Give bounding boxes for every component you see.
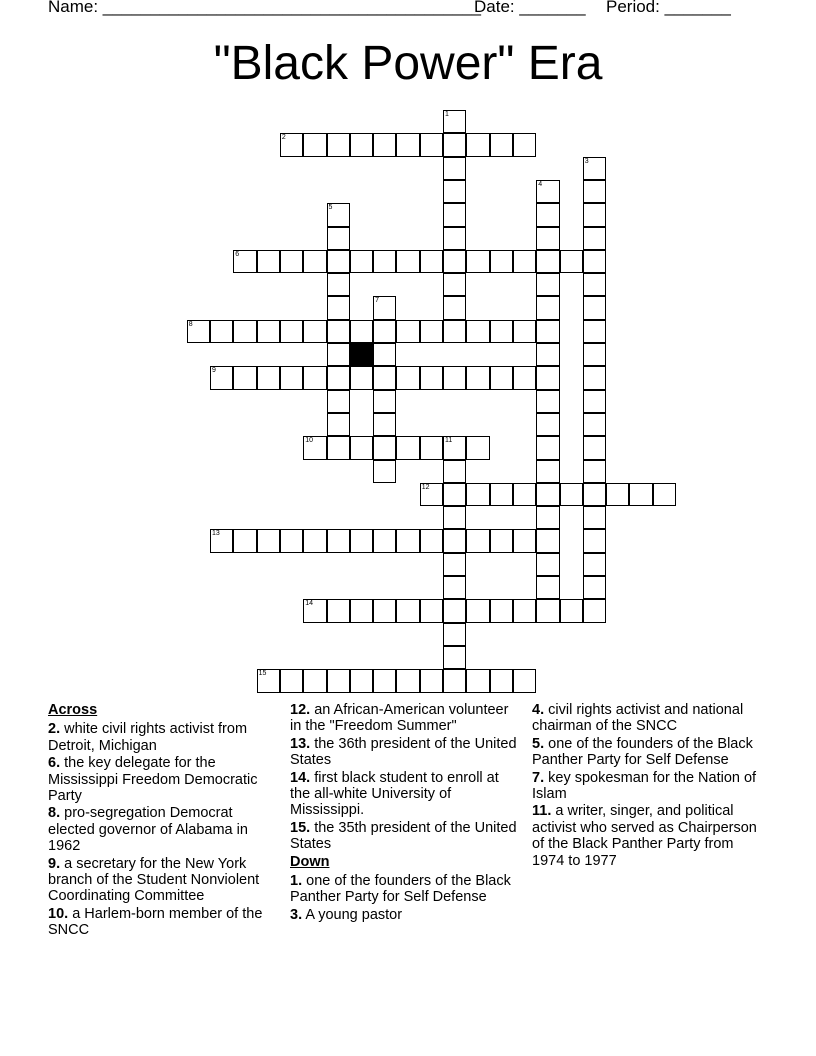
crossword-cell[interactable]	[466, 320, 489, 343]
crossword-cell[interactable]	[350, 436, 373, 459]
clue-across-6: 6. the key delegate for the Mississippi Freedom Democratic Party	[48, 755, 258, 805]
clue-number: 13	[212, 530, 220, 538]
crossword-cell[interactable]	[583, 273, 606, 296]
crossword-cell[interactable]	[583, 320, 606, 343]
clue-number: 15	[258, 670, 267, 678]
crossword-cell[interactable]	[350, 320, 373, 343]
crossword-cell[interactable]	[396, 250, 419, 273]
crossword-cell[interactable]	[350, 366, 373, 389]
crossword-cell[interactable]	[257, 366, 280, 389]
clue-number: 5	[328, 204, 333, 212]
crossword-cell[interactable]	[536, 273, 559, 296]
crossword-cell[interactable]	[303, 669, 326, 692]
crossword-cell[interactable]	[303, 436, 326, 459]
crossword-cell[interactable]	[187, 320, 210, 343]
crossword-cell[interactable]	[466, 250, 489, 273]
crossword-cell[interactable]	[536, 529, 559, 552]
clue-number: 7	[375, 297, 379, 305]
clue-across-15: 15. the 35th president of the United States	[290, 819, 517, 853]
crossword-cell[interactable]	[280, 133, 303, 156]
crossword-cell[interactable]	[536, 343, 559, 366]
crossword-cell[interactable]	[536, 413, 559, 436]
crossword-cell[interactable]	[373, 669, 396, 692]
across-heading: Across	[48, 702, 98, 718]
crossword-cell[interactable]	[513, 483, 536, 506]
crossword-cell[interactable]	[443, 366, 466, 389]
crossword-cell[interactable]	[373, 296, 396, 319]
name-field[interactable]: Name: ________________________________________	[48, 0, 481, 16]
clues-column-1	[48, 702, 280, 940]
down-heading: Down	[290, 853, 330, 870]
period-field[interactable]: Period: _______	[606, 0, 731, 16]
crossword-cell[interactable]	[583, 413, 606, 436]
crossword-cell[interactable]	[350, 529, 373, 552]
crossword-cell[interactable]	[443, 203, 466, 226]
clue-number: 12	[421, 483, 430, 491]
crossword-cell[interactable]	[350, 133, 373, 156]
crossword-cell[interactable]	[210, 366, 233, 389]
crossword-cell[interactable]	[466, 436, 489, 459]
crossword-cell[interactable]	[327, 320, 350, 343]
crossword-cell[interactable]	[443, 250, 466, 273]
clue-down-11: 11. a writer, singer, and political activist who served as Chairperson of the Black Panther Party from 1974 to 1977	[532, 803, 757, 869]
crossword-cell[interactable]	[583, 203, 606, 226]
crossword-cell[interactable]	[513, 529, 536, 552]
clue-across-12: 12. an African-American volunteer in the "Freedom Summer"	[290, 702, 509, 735]
crossword-cell[interactable]	[583, 180, 606, 203]
crossword-cell[interactable]	[583, 390, 606, 413]
crossword-cell[interactable]	[583, 529, 606, 552]
crossword-cell[interactable]	[490, 133, 513, 156]
crossword-cell[interactable]	[443, 599, 466, 622]
crossword-cell[interactable]	[396, 669, 419, 692]
clue-number: 10	[305, 437, 313, 445]
crossword-cell[interactable]	[373, 529, 396, 552]
crossword-cell[interactable]	[443, 483, 466, 506]
crossword-cell[interactable]	[443, 553, 466, 576]
crossword-cell[interactable]	[583, 599, 606, 622]
crossword-cell[interactable]	[280, 250, 303, 273]
clue-number: 1	[445, 111, 449, 118]
crossword-cell[interactable]	[583, 296, 606, 319]
crossword-cell[interactable]	[257, 320, 280, 343]
crossword-cell[interactable]	[257, 250, 280, 273]
crossword-cell[interactable]	[443, 576, 466, 599]
crossword-cell[interactable]	[443, 227, 466, 250]
crossword-cell[interactable]	[420, 436, 443, 459]
crossword-cell[interactable]	[443, 623, 466, 646]
crossword-cell[interactable]	[327, 599, 350, 622]
crossword-cell[interactable]	[420, 529, 443, 552]
crossword-cell[interactable]	[420, 366, 443, 389]
crossword-cell[interactable]	[466, 669, 489, 692]
crossword-cell[interactable]	[536, 227, 559, 250]
crossword-cell[interactable]	[583, 436, 606, 459]
crossword-cell[interactable]	[373, 599, 396, 622]
crossword-cell[interactable]	[303, 366, 326, 389]
crossword-cell[interactable]	[443, 669, 466, 692]
crossword-cell[interactable]	[257, 529, 280, 552]
crossword-cell[interactable]	[513, 320, 536, 343]
crossword-cell[interactable]	[583, 250, 606, 273]
crossword-cell[interactable]	[536, 599, 559, 622]
clue-down-3: 3. A young pastor	[290, 906, 403, 923]
crossword-cell[interactable]	[373, 390, 396, 413]
crossword-cell[interactable]	[583, 460, 606, 483]
crossword-cell[interactable]	[373, 320, 396, 343]
crossword-cell[interactable]	[560, 599, 583, 622]
crossword-cell[interactable]	[443, 320, 466, 343]
clue-number: 4	[538, 180, 543, 188]
crossword-cell[interactable]	[280, 320, 303, 343]
crossword-cell[interactable]	[396, 320, 419, 343]
crossword-cell[interactable]	[443, 506, 466, 529]
crossword-cell[interactable]	[560, 250, 583, 273]
crossword-cell[interactable]	[350, 669, 373, 692]
crossword-cell[interactable]	[443, 529, 466, 552]
crossword-cell[interactable]	[327, 227, 350, 250]
crossword-cell[interactable]	[490, 529, 513, 552]
crossword-cell[interactable]	[443, 157, 466, 180]
clue-number: 6	[235, 250, 240, 258]
crossword-cell[interactable]	[280, 669, 303, 692]
crossword-cell[interactable]	[443, 460, 466, 483]
crossword-cell[interactable]	[536, 390, 559, 413]
crossword-cell[interactable]	[583, 553, 606, 576]
clue-across-14: 14. first black student to enroll at the all-white University of Mississippi.	[290, 769, 499, 819]
clue-down-5: 5. one of the founders of the Black Panther Party for Self Defense	[532, 735, 753, 769]
crossword-cell[interactable]	[373, 413, 396, 436]
crossword-cell[interactable]	[443, 296, 466, 319]
crossword-cell[interactable]	[327, 343, 350, 366]
crossword-cell[interactable]	[536, 366, 559, 389]
crossword-cell[interactable]	[443, 133, 466, 156]
crossword-cell[interactable]	[327, 529, 350, 552]
crossword-cell[interactable]	[420, 133, 443, 156]
crossword-cell[interactable]	[303, 599, 326, 622]
crossword-cell[interactable]	[280, 529, 303, 552]
crossword-cell[interactable]	[513, 599, 536, 622]
clues-column-2	[290, 702, 522, 924]
crossword-cell[interactable]	[536, 180, 559, 203]
crossword-cell[interactable]	[327, 133, 350, 156]
crossword-cell[interactable]	[513, 250, 536, 273]
crossword-cell[interactable]	[490, 483, 513, 506]
crossword-cell[interactable]	[327, 273, 350, 296]
clue-across-8: 8. pro-segregation Democrat elected governor of Alabama in 1962	[48, 805, 248, 855]
crossword-cell[interactable]	[327, 413, 350, 436]
crossword-cell[interactable]	[536, 203, 559, 226]
clue-down-4: 4. civil rights activist and national chairman of the SNCC	[532, 702, 744, 735]
crossword-cell[interactable]	[513, 366, 536, 389]
crossword-cell[interactable]	[233, 320, 256, 343]
crossword-cell[interactable]	[443, 110, 466, 133]
clue-number: 11	[445, 437, 453, 445]
clue-down-1: 1. one of the founders of the Black Panther Party for Self Defense	[290, 873, 511, 906]
crossword-cell[interactable]	[350, 250, 373, 273]
crossword-cell[interactable]	[396, 599, 419, 622]
crossword-cell[interactable]	[327, 366, 350, 389]
date-field[interactable]: Date: _______	[474, 0, 586, 16]
crossword-cell[interactable]	[420, 483, 443, 506]
crossword-cell[interactable]	[327, 296, 350, 319]
crossword-cell[interactable]	[327, 250, 350, 273]
crossword-cell[interactable]	[466, 366, 489, 389]
clue-down-7: 7. key spokesman for the Nation of Islam	[532, 769, 757, 803]
crossword-cell[interactable]	[210, 529, 233, 552]
crossword-cell[interactable]	[327, 436, 350, 459]
crossword-cell[interactable]	[583, 483, 606, 506]
crossword-cell[interactable]	[466, 133, 489, 156]
crossword-cell[interactable]	[420, 669, 443, 692]
crossword-cell[interactable]	[420, 599, 443, 622]
crossword-cell[interactable]	[443, 436, 466, 459]
clue-number: 2	[281, 134, 286, 142]
crossword-cell[interactable]	[513, 133, 536, 156]
crossword-cell[interactable]	[443, 180, 466, 203]
crossword-cell[interactable]	[396, 436, 419, 459]
crossword-cell[interactable]	[536, 553, 559, 576]
crossword-cell[interactable]	[373, 436, 396, 459]
clues-column-3	[532, 702, 768, 870]
crossword-cell[interactable]	[327, 669, 350, 692]
crossword-cell[interactable]	[490, 250, 513, 273]
crossword-cell[interactable]	[606, 483, 629, 506]
crossword-cell[interactable]	[420, 250, 443, 273]
crossword-cell[interactable]	[513, 669, 536, 692]
crossword-cell[interactable]	[490, 320, 513, 343]
crossword-cell[interactable]	[583, 227, 606, 250]
crossword-black-cell	[350, 343, 373, 366]
crossword-cell[interactable]	[373, 343, 396, 366]
crossword-cell[interactable]	[583, 157, 606, 180]
crossword-cell[interactable]	[583, 576, 606, 599]
crossword-cell[interactable]	[629, 483, 652, 506]
crossword-cell[interactable]	[466, 599, 489, 622]
crossword-cell[interactable]	[373, 460, 396, 483]
crossword-cell[interactable]	[280, 366, 303, 389]
crossword-cell[interactable]	[350, 599, 373, 622]
crossword-cell[interactable]	[653, 483, 676, 506]
crossword-cell[interactable]	[583, 506, 606, 529]
crossword-cell[interactable]	[373, 133, 396, 156]
crossword-cell[interactable]	[303, 529, 326, 552]
crossword-cell[interactable]	[560, 483, 583, 506]
clue-across-2: 2. white civil rights activist from Detroit, Michigan	[48, 721, 248, 754]
crossword-cell[interactable]	[373, 250, 396, 273]
crossword-cell[interactable]	[443, 273, 466, 296]
clue-number: 3	[584, 157, 589, 165]
crossword-cell[interactable]	[396, 133, 419, 156]
crossword-cell[interactable]	[443, 646, 466, 669]
clue-number: 14	[305, 600, 313, 608]
crossword-cell[interactable]	[583, 343, 606, 366]
crossword-cell[interactable]	[396, 366, 419, 389]
crossword-cell[interactable]	[466, 483, 489, 506]
crossword-cell[interactable]	[210, 320, 233, 343]
crossword-cell[interactable]	[536, 250, 559, 273]
clue-across-13: 13. the 36th president of the United States	[290, 735, 517, 769]
crossword-cell[interactable]	[583, 366, 606, 389]
crossword-cell[interactable]	[536, 460, 559, 483]
crossword-cell[interactable]	[303, 133, 326, 156]
crossword-cell[interactable]	[327, 203, 350, 226]
clue-number: 8	[188, 320, 193, 328]
crossword-cell[interactable]	[303, 250, 326, 273]
clue-number: 9	[212, 367, 216, 375]
crossword-cell[interactable]	[233, 250, 256, 273]
crossword-cell[interactable]	[420, 320, 443, 343]
clue-across-9: 9. a secretary for the New York branch of the Student Nonviolent Coordinating Committee	[48, 855, 260, 905]
crossword-cell[interactable]	[327, 390, 350, 413]
crossword-cell[interactable]	[303, 320, 326, 343]
crossword-cell[interactable]	[466, 529, 489, 552]
crossword-cell[interactable]	[536, 506, 559, 529]
crossword-cell[interactable]	[373, 366, 396, 389]
crossword-cell[interactable]	[536, 576, 559, 599]
crossword-cell[interactable]	[233, 366, 256, 389]
clue-across-10: 10. a Harlem-born member of the SNCC	[48, 905, 263, 939]
crossword-cell[interactable]	[490, 669, 513, 692]
crossword-cell[interactable]	[536, 320, 559, 343]
crossword-cell[interactable]	[396, 529, 419, 552]
crossword-cell[interactable]	[536, 483, 559, 506]
crossword-cell[interactable]	[490, 366, 513, 389]
crossword-cell[interactable]	[536, 296, 559, 319]
crossword-cell[interactable]	[536, 436, 559, 459]
page-title: "Black Power" Era	[213, 37, 603, 90]
crossword-cell[interactable]	[257, 669, 280, 692]
crossword-cell[interactable]	[233, 529, 256, 552]
crossword-cell[interactable]	[490, 599, 513, 622]
